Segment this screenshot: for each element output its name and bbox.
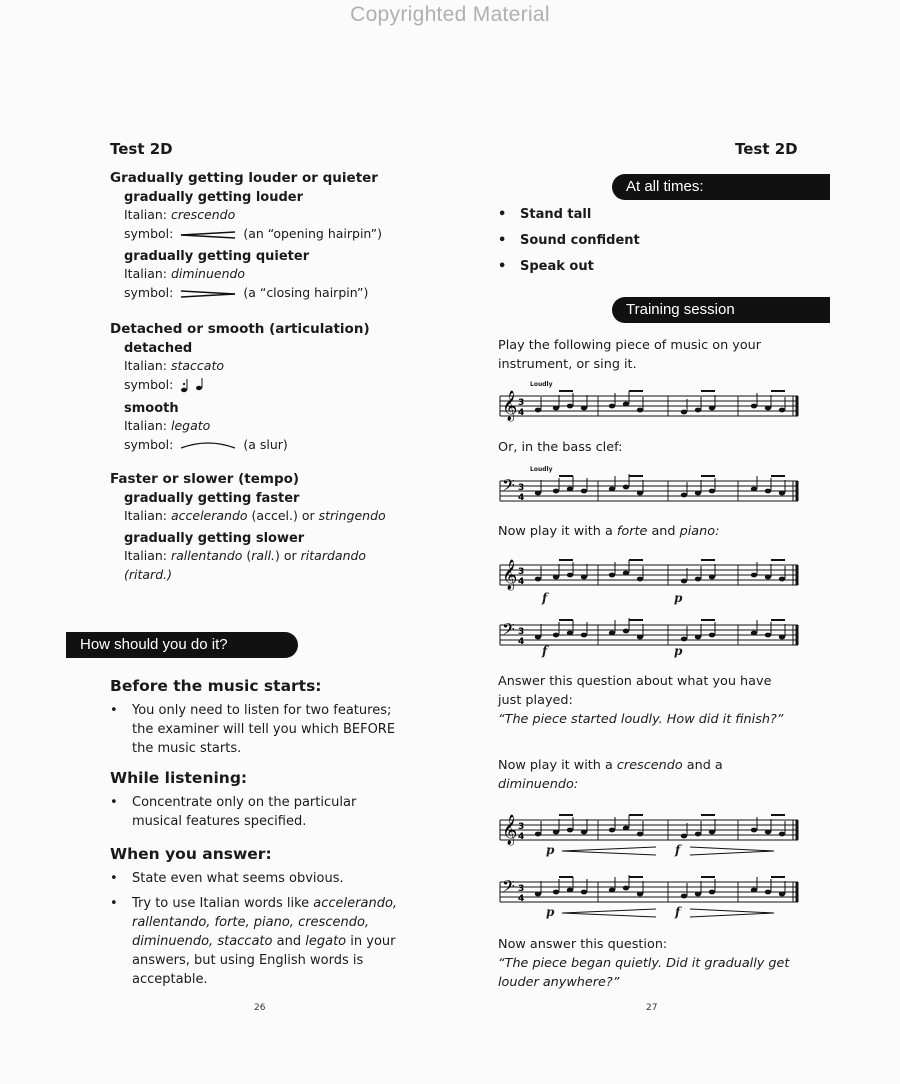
faster-title: gradually getting faster	[124, 491, 300, 506]
dynamics-section	[110, 170, 430, 302]
instruction-6: Now answer this question:	[498, 937, 668, 952]
svg-text:4: 4	[518, 637, 525, 647]
answer-heading: When you answer:	[110, 845, 272, 863]
tempo-heading: Faster or slower (tempo)	[110, 471, 300, 487]
louder-symbol: symbol: (an “opening hairpin”)	[124, 226, 383, 241]
right-test-title: Test 2D	[735, 140, 798, 158]
svg-text:4: 4	[518, 493, 525, 503]
at-all-times-banner: At all times:	[612, 174, 830, 200]
forte-marking: f	[542, 591, 548, 605]
before-heading: Before the music starts:	[110, 677, 322, 695]
smooth-symbol: symbol: (a slur)	[124, 436, 288, 452]
dynamics-heading: Gradually getting louder or quieter	[110, 170, 378, 186]
piano-marking-bass: p	[674, 644, 683, 658]
training-banner: Training session	[612, 297, 830, 323]
answer-section	[110, 845, 400, 989]
tip-item: • Stand tall	[498, 207, 592, 222]
bass-staff-3	[498, 874, 803, 910]
diminuendo-hairpin-icon	[177, 289, 239, 299]
detached-symbol: symbol:	[124, 375, 430, 395]
question-2: “The piece began quietly. Did it gradually get louder anywhere?”	[498, 956, 790, 990]
crescendo-hairpin-icon	[560, 845, 660, 857]
articulation-section	[110, 321, 430, 454]
instruction-1: Play the following piece of music on your instrument, or sing it.	[498, 338, 762, 372]
smooth-title: smooth	[124, 400, 179, 416]
slower-italian: Italian: rallentando (rall.) or ritardando	[124, 548, 367, 563]
answer-bullet-1: • State even what seems obvious.	[110, 871, 344, 886]
louder-title: gradually getting louder	[124, 190, 304, 205]
tips-list	[498, 205, 798, 276]
svg-text:𝄢: 𝄢	[502, 876, 515, 900]
quieter-title: gradually getting quieter	[124, 249, 310, 264]
svg-text:𝄢: 𝄢	[502, 475, 515, 499]
slower-abbr: (ritard.)	[124, 567, 172, 582]
svg-text:4: 4	[518, 894, 525, 904]
before-bullet: • You only need to listen for two features; the examiner will tell you which BEFORE the music starts.	[110, 703, 396, 756]
svg-text:𝄞: 𝄞	[502, 560, 518, 590]
before-section	[110, 677, 410, 758]
page-number-right: 27	[646, 1003, 658, 1013]
while-section	[110, 769, 410, 831]
watermark: Copyrighted Material	[350, 3, 550, 26]
piano-marking: p	[674, 591, 683, 605]
quieter-italian: Italian: diminuendo	[124, 266, 246, 281]
slur-icon	[177, 440, 239, 450]
svg-text:3: 3	[518, 483, 525, 493]
faster-italian: Italian: accelerando (accel.) or stringendo	[124, 508, 386, 523]
svg-text:4: 4	[518, 408, 525, 418]
question-1: “The piece started loudly. How did it finish?”	[498, 712, 784, 727]
loudly-label-bass: Loudly	[530, 466, 553, 473]
svg-text:3: 3	[518, 627, 525, 637]
instruction-5: Now play it with a crescendo and a diminuendo:	[498, 758, 723, 792]
forte-marking-3: f	[675, 843, 681, 857]
tip-item: • Speak out	[498, 259, 594, 274]
instruction-3: Now play it with a forte and piano:	[498, 524, 720, 539]
left-test-title: Test 2D	[110, 140, 173, 158]
crescendo-hairpin-icon	[177, 230, 239, 240]
answer-bullet-2: • Try to use Italian words like accelerando, rallentando, forte, piano, crescendo, diminuendo, staccato and legato in your answers, but using English words is acceptable.	[110, 896, 398, 987]
while-bullet: • Concentrate only on the particular musical features specified.	[110, 795, 357, 829]
while-heading: While listening:	[110, 769, 248, 787]
bass-staff-1	[498, 473, 803, 509]
svg-text:𝄞: 𝄞	[502, 815, 518, 845]
treble-staff-3	[498, 812, 803, 848]
forte-marking-4: f	[675, 905, 681, 919]
treble-staff-1	[498, 388, 803, 424]
quieter-symbol: symbol: (a “closing hairpin”)	[124, 285, 369, 300]
svg-text:3: 3	[518, 567, 525, 577]
svg-text:𝄞: 𝄞	[502, 391, 518, 421]
piano-marking-3: p	[546, 843, 555, 857]
how-banner: How should you do it?	[66, 632, 298, 658]
tip-item: • Sound confident	[498, 233, 640, 248]
slower-title: gradually getting slower	[124, 531, 305, 546]
detached-title: detached	[124, 341, 193, 356]
louder-italian: Italian: crescendo	[124, 207, 236, 222]
staccato-note-icon	[177, 377, 209, 395]
page-number-left: 26	[254, 1003, 266, 1013]
diminuendo-hairpin-icon	[688, 845, 778, 857]
tempo-section	[110, 471, 440, 584]
instruction-2: Or, in the bass clef:	[498, 440, 623, 455]
crescendo-hairpin-icon	[560, 907, 660, 919]
articulation-heading: Detached or smooth (articulation)	[110, 321, 370, 337]
diminuendo-hairpin-icon	[688, 907, 778, 919]
smooth-italian: Italian: legato	[124, 417, 211, 433]
svg-text:3: 3	[518, 822, 525, 832]
forte-marking-bass: f	[542, 644, 548, 658]
instruction-4: Answer this question about what you have just played:	[498, 674, 772, 708]
svg-text:4: 4	[518, 832, 525, 842]
svg-text:3: 3	[518, 884, 525, 894]
piano-marking-4: p	[546, 905, 555, 919]
svg-text:4: 4	[518, 577, 525, 587]
treble-staff-2	[498, 557, 803, 593]
loudly-label: Loudly	[530, 381, 553, 388]
svg-text:𝄢: 𝄢	[502, 619, 515, 643]
detached-italian: Italian: staccato	[124, 358, 225, 373]
svg-text:3: 3	[518, 398, 525, 408]
